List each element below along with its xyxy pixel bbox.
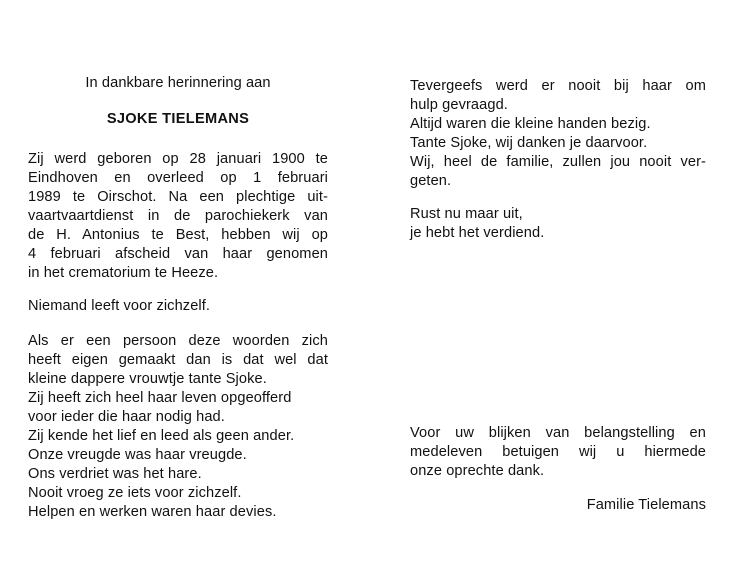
quote-text: Niemand leeft voor zichzelf. [28, 298, 211, 314]
verse-line: hulp gevraagd. [410, 97, 508, 113]
tribute-line: Zij kende het lief en leed als geen ander. [28, 428, 295, 444]
tribute-line: Helpen en werken waren haar devies. [28, 504, 277, 520]
rest-line: je hebt het verdiend. [410, 225, 545, 241]
biography-line: in het crematorium te Heeze. [28, 265, 219, 281]
biography-line: 1989 te Oirschot. Na een plechtige uit- [28, 189, 328, 205]
rest-line: Rust nu maar uit, [410, 206, 523, 222]
tribute-line: Als er een persoon deze woorden zich [28, 333, 328, 349]
biography-line: Zij werd geboren op 28 januari 1900 te [28, 151, 328, 167]
tribute-line: Zij heeft zich heel haar leven opgeofferd [28, 390, 292, 406]
biography-line: vaartvaartdienst in de parochiekerk van [28, 208, 328, 224]
tribute-line: Onze vreugde was haar vreugde. [28, 447, 247, 463]
thanks-line: onze oprechte dank. [410, 463, 545, 479]
verse-line: Tevergeefs werd er nooit bij haar om [410, 78, 706, 94]
biography-line: 4 februari afscheid van haar genomen [28, 246, 328, 262]
tribute-line: kleine dappere vrouwtje tante Sjoke. [28, 371, 267, 387]
family-signature: Familie Tielemans [586, 497, 706, 513]
biography-line: de H. Antonius te Best, hebben wij op [28, 227, 328, 243]
tribute-line: Nooit vroeg ze iets voor zichzelf. [28, 485, 242, 501]
verse-line: Wij, heel de familie, zullen jou nooit ver- [410, 154, 706, 170]
tribute-line: Ons verdriet was het hare. [28, 466, 202, 482]
verse-line: geten. [410, 173, 452, 189]
deceased-name: SJOKE TIELEMANS [106, 111, 250, 127]
thanks-line: Voor uw blijken van belangstelling en [410, 425, 706, 441]
biography-line: Eindhoven en overleed op 1 februari [28, 170, 328, 186]
verse-line: Altijd waren die kleine handen bezig. [410, 116, 651, 132]
intro-text: In dankbare herinnering aan [85, 75, 271, 91]
tribute-line: voor ieder die haar nodig had. [28, 409, 225, 425]
thanks-line: medeleven betuigen wij u hiermede [410, 444, 706, 460]
tribute-line: heeft eigen gemaakt dan is dat wel dat [28, 352, 328, 368]
verse-line: Tante Sjoke, wij danken je daarvoor. [410, 135, 648, 151]
